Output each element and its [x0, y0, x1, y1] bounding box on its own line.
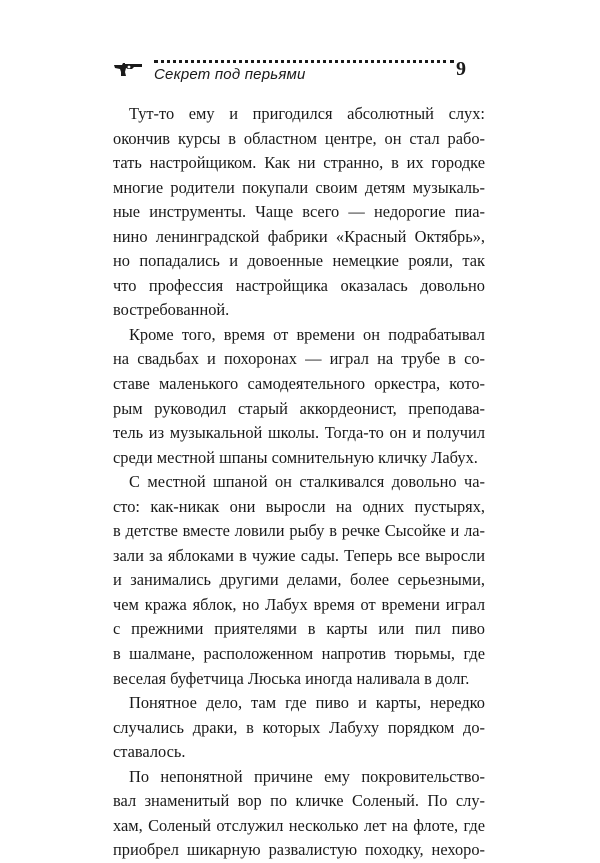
text-line: Понятное дело, там где пиво и карты, нередко [129, 693, 485, 713]
text-line: случались драки, в которых Лабуху порядком до- [113, 717, 485, 737]
paragraph [113, 470, 485, 691]
text-line: сто: как-никак они выросли на одних пустырях, [113, 496, 485, 516]
text-line: с прежними приятелями в карты или пил пиво [113, 619, 485, 639]
text-line: на свадьбах и похоронах — играл на трубе в со- [113, 349, 485, 369]
text-line: веселая буфетчица Люська иногда наливала в долг. [113, 668, 470, 688]
paragraph [113, 102, 485, 323]
text-line: ставалось. [113, 742, 186, 762]
running-title: Секрет под перьями [154, 66, 306, 83]
body-text [113, 102, 485, 863]
text-line: ставе маленького самодеятельного оркестра, кото- [113, 374, 485, 394]
text-line: ные инструменты. Чаще всего — недорогие пиа- [113, 202, 485, 222]
text-line: приобрел шикарную развалистую походку, нехоро- [113, 840, 485, 860]
text-line: По непонятной причине ему покровительство- [129, 766, 485, 786]
text-line: окончив курсы в областном центре, он стал рабо- [113, 128, 485, 148]
page-header [112, 52, 472, 92]
text-line: востребованной. [113, 300, 230, 320]
text-line: Кроме того, время от времени он подрабатывал [129, 324, 485, 344]
text-line: что профессия настройщика оказалась довольно [113, 275, 485, 295]
paragraph [113, 765, 485, 863]
text-line: и занимались другими делами, более серьезными, [113, 570, 485, 590]
text-line: нино ленинградской фабрики «Красный Октябрь», [113, 226, 485, 246]
text-line: многие родители покупали своим детям музыкаль- [113, 177, 485, 197]
text-line: в детстве вместе ловили рыбу в речке Сысойке и ла- [113, 521, 485, 541]
paragraph [113, 691, 485, 765]
text-line: тель из музыкальной школы. Тогда-то он и получил [113, 423, 485, 443]
text-line: рым руководил старый аккордеонист, преподава- [113, 398, 485, 418]
text-line: вал знаменитый вор по кличке Соленый. По слу- [113, 791, 485, 811]
text-line: Тут-то ему и пригодился абсолютный слух: [129, 104, 485, 123]
paragraph [113, 323, 485, 470]
text-line: среди местной шпаны сомнительную кличку Лабух. [113, 447, 478, 467]
text-line: чем кража яблок, но Лабух время от времени играл [113, 594, 485, 614]
revolver-icon [112, 59, 152, 79]
page-number: 9 [456, 58, 466, 80]
text-line: хам, Соленый отслужил несколько лет на флоте, где [113, 815, 485, 835]
text-line: в шалмане, расположенном напротив тюрьмы, где [113, 644, 485, 664]
header-dotted-rule [154, 60, 454, 63]
text-line: но попадались и довоенные немецкие рояли, так [113, 251, 485, 271]
text-line: тать настройщиком. Как ни странно, в их городке [113, 153, 485, 173]
text-line: С местной шпаной он сталкивался довольно ча- [129, 472, 485, 492]
text-line: зали за яблоками в чужие сады. Теперь все выросли [113, 545, 485, 565]
